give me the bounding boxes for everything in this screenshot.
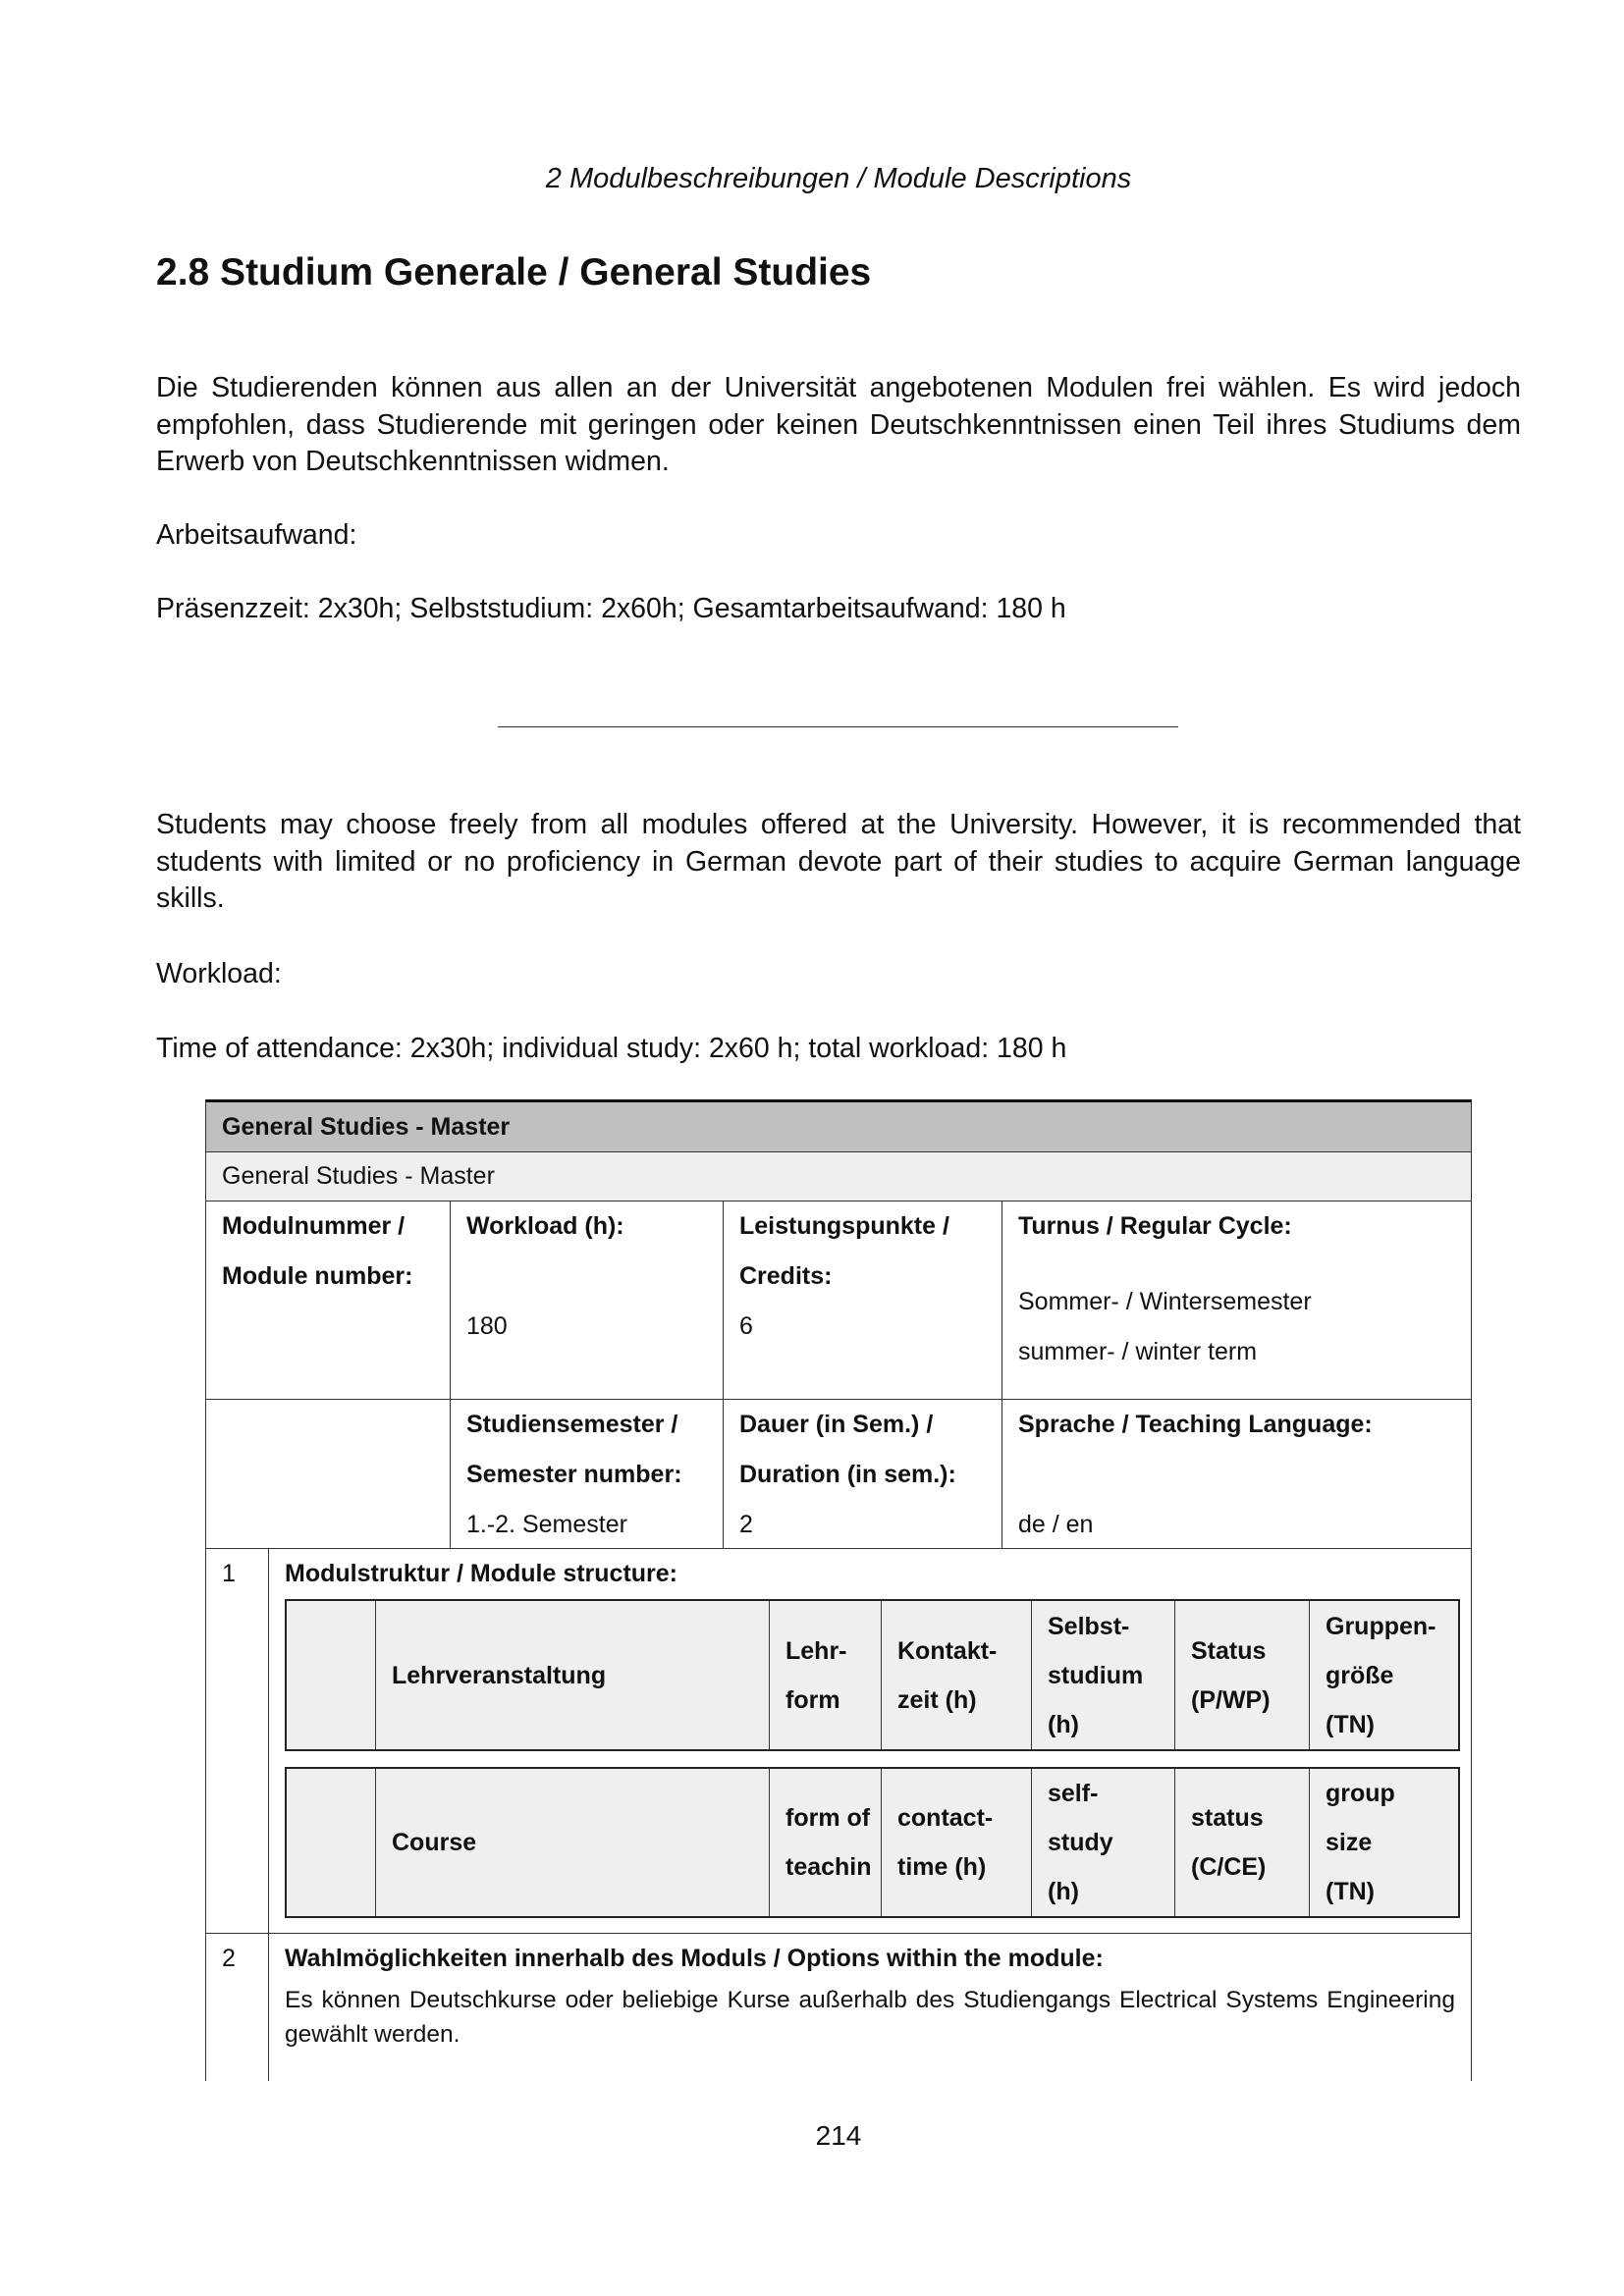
course-col-header: form of teachin [769, 1769, 881, 1916]
options-title: Wahlmöglichkeiten innerhalb des Moduls / Options within the module: [285, 1945, 1104, 1972]
en-workload-label: Workload: [156, 958, 282, 989]
course-col-header: Lehr- form [769, 1601, 881, 1749]
options-cell [269, 1934, 1472, 2081]
table-subtitle: General Studies - Master [205, 1151, 1472, 1201]
table-title: General Studies - Master [205, 1099, 1472, 1151]
section-heading: 2.8 Studium Generale / General Studies [156, 251, 872, 294]
en-workload: Time of attendance: 2x30h; individual study: 2x60 h; total workload: 180 h [156, 1033, 1067, 1064]
divider [498, 726, 1178, 727]
de-intro: Die Studierenden können aus allen an der Universität angebotenen Modulen frei wählen. Es wird jedoch empfohlen, dass Studierende mit geringen oder keinen Deutschkenntnissen einen Teil ihres Studiums dem Erwerb von Deutschkenntnissen widmen. [156, 372, 1521, 478]
empty-col [287, 1769, 375, 1916]
duration-cell: Dauer (in Sem.) / Duration (in sem.): 2 [724, 1400, 1002, 1549]
de-workload-label: Arbeitsaufwand: [156, 519, 357, 551]
course-col-header: Selbst- studium (h) [1031, 1601, 1174, 1749]
module-structure-title: Modulstruktur / Module structure: [285, 1560, 677, 1587]
page-number: 214 [815, 2120, 862, 2151]
de-workload: Präsenzzeit: 2x30h; Selbststudium: 2x60h; Gesamtarbeitsaufwand: 180 h [156, 593, 1066, 624]
workload-cell: Workload (h): 180 [451, 1201, 724, 1400]
language-cell: Sprache / Teaching Language: de / en [1002, 1400, 1472, 1549]
empty-cell [205, 1400, 451, 1549]
course-col-header: Gruppen- größe (TN) [1309, 1601, 1460, 1749]
cycle-cell: Turnus / Regular Cycle: Sommer- / Wintersemester summer- / winter term [1002, 1201, 1472, 1400]
semester-cell: Studiensemester / Semester number: 1.-2. Semester [451, 1400, 724, 1549]
course-header-de [285, 1599, 1460, 1751]
course-col-header: Course [375, 1769, 769, 1916]
credits-cell: Leistungspunkte / Credits: 6 [724, 1201, 1002, 1400]
course-header-en [285, 1767, 1460, 1918]
empty-col [287, 1601, 375, 1749]
en-intro: Students may choose freely from all modules offered at the University. However, it is recommended that students with limited or no proficiency in German devote part of their studies to acquire German language skills. [156, 809, 1521, 915]
module-number-cell: Modulnummer / Module number: [205, 1201, 451, 1400]
section-1-number: 1 [205, 1549, 269, 1934]
section-2-number: 2 [205, 1934, 269, 2081]
course-col-header: status (C/CE) [1174, 1769, 1309, 1916]
course-col-header: self- study (h) [1031, 1769, 1174, 1916]
course-col-header: Kontakt- zeit (h) [881, 1601, 1031, 1749]
running-header: 2 Modulbeschreibungen / Module Descriptions [545, 163, 1132, 194]
course-col-header: contact- time (h) [881, 1769, 1031, 1916]
course-col-header: Status (P/WP) [1174, 1601, 1309, 1749]
options-text: Es können Deutschkurse oder beliebige Kurse außerhalb des Studiengangs Electrical Systems Engineering gewählt werden. [285, 1987, 1455, 2048]
course-col-header: Lehrveranstaltung [375, 1601, 769, 1749]
course-col-header: group size (TN) [1309, 1769, 1460, 1916]
